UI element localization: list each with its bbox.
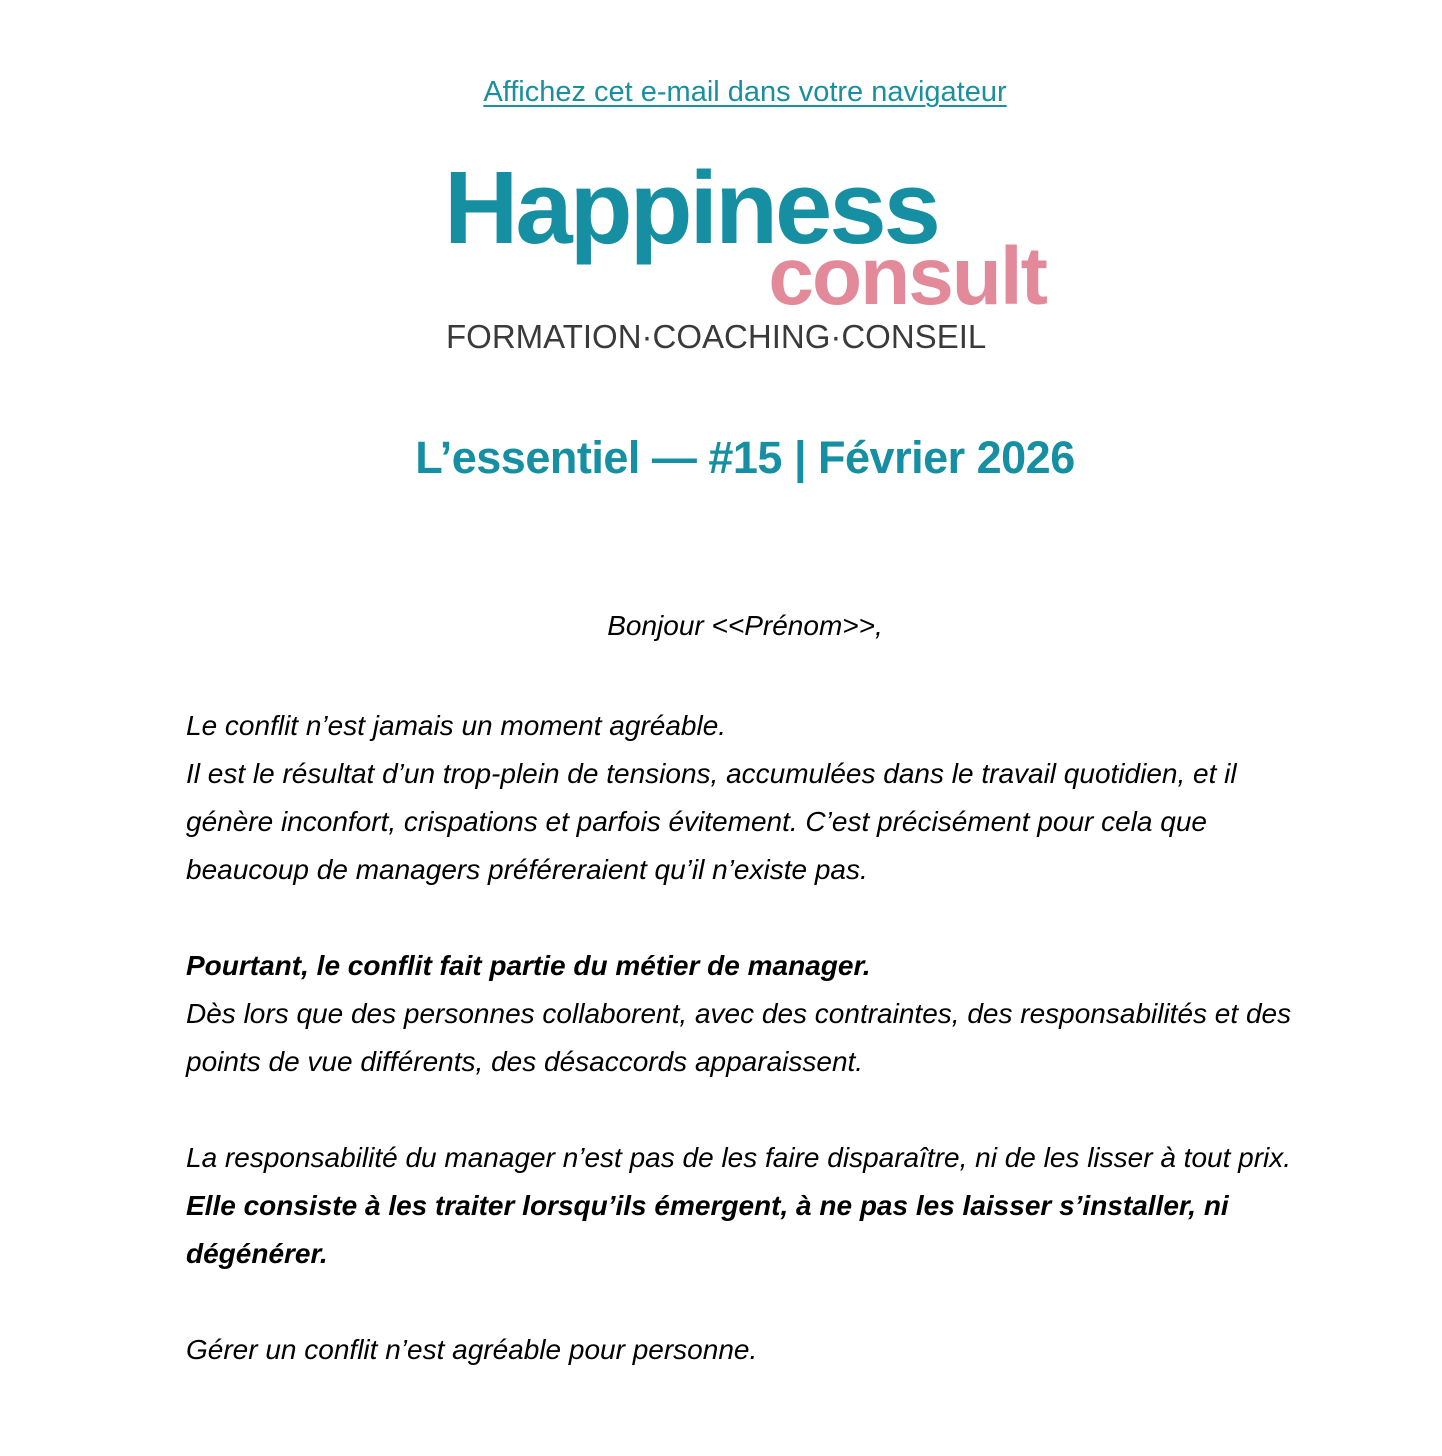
body-line-emphasis: Pourtant, le conflit fait partie du métier de manager.: [186, 950, 871, 981]
body-line: Il est le résultat d’un trop-plein de tensions, accumulées dans le travail quotidien, et il génère inconfort, crispations et parfois évitement. C’est précisément pour cela que beaucoup de managers préféreraient qu’il n’existe pas.: [186, 758, 1237, 885]
happiness-consult-logo: [444, 150, 1046, 360]
logo-word-happiness: Happiness: [444, 150, 938, 265]
body-line: Le conflit n’est jamais un moment agréable.: [186, 710, 727, 741]
view-in-browser-link[interactable]: Affichez cet e-mail dans votre navigateur: [483, 76, 1007, 108]
body-line-emphasis: Elle consiste à les traiter lorsqu’ils émergent, à ne pas les laisser s’installer, ni dégénérer.: [186, 1190, 1229, 1269]
paragraph-conflict-part-of-job: [186, 942, 1306, 1086]
paragraph-intro: [186, 702, 1306, 894]
paragraph-managing-conflict: [186, 1326, 1306, 1374]
body-line: Gérer un conflit n’est agréable pour personne.: [186, 1334, 758, 1365]
greeting: Bonjour <<Prénom>>,: [607, 610, 883, 641]
logo-word-consult: consult: [768, 231, 1046, 322]
newsletter-title: L’essentiel — #15 | Février 2026: [415, 432, 1075, 483]
newsletter-body: [186, 702, 1306, 1422]
body-line: La responsabilité du manager n’est pas de les faire disparaître, ni de les lisser à tout prix.: [186, 1142, 1292, 1173]
body-line: Dès lors que des personnes collaborent, avec des contraintes, des responsabilités et des points de vue différents, des désaccords apparaissent.: [186, 998, 1292, 1077]
paragraph-manager-responsibility: [186, 1134, 1306, 1278]
view-in-browser-container: [0, 76, 1442, 109]
logo-tagline: FORMATION·COACHING·CONSEIL: [446, 318, 987, 355]
